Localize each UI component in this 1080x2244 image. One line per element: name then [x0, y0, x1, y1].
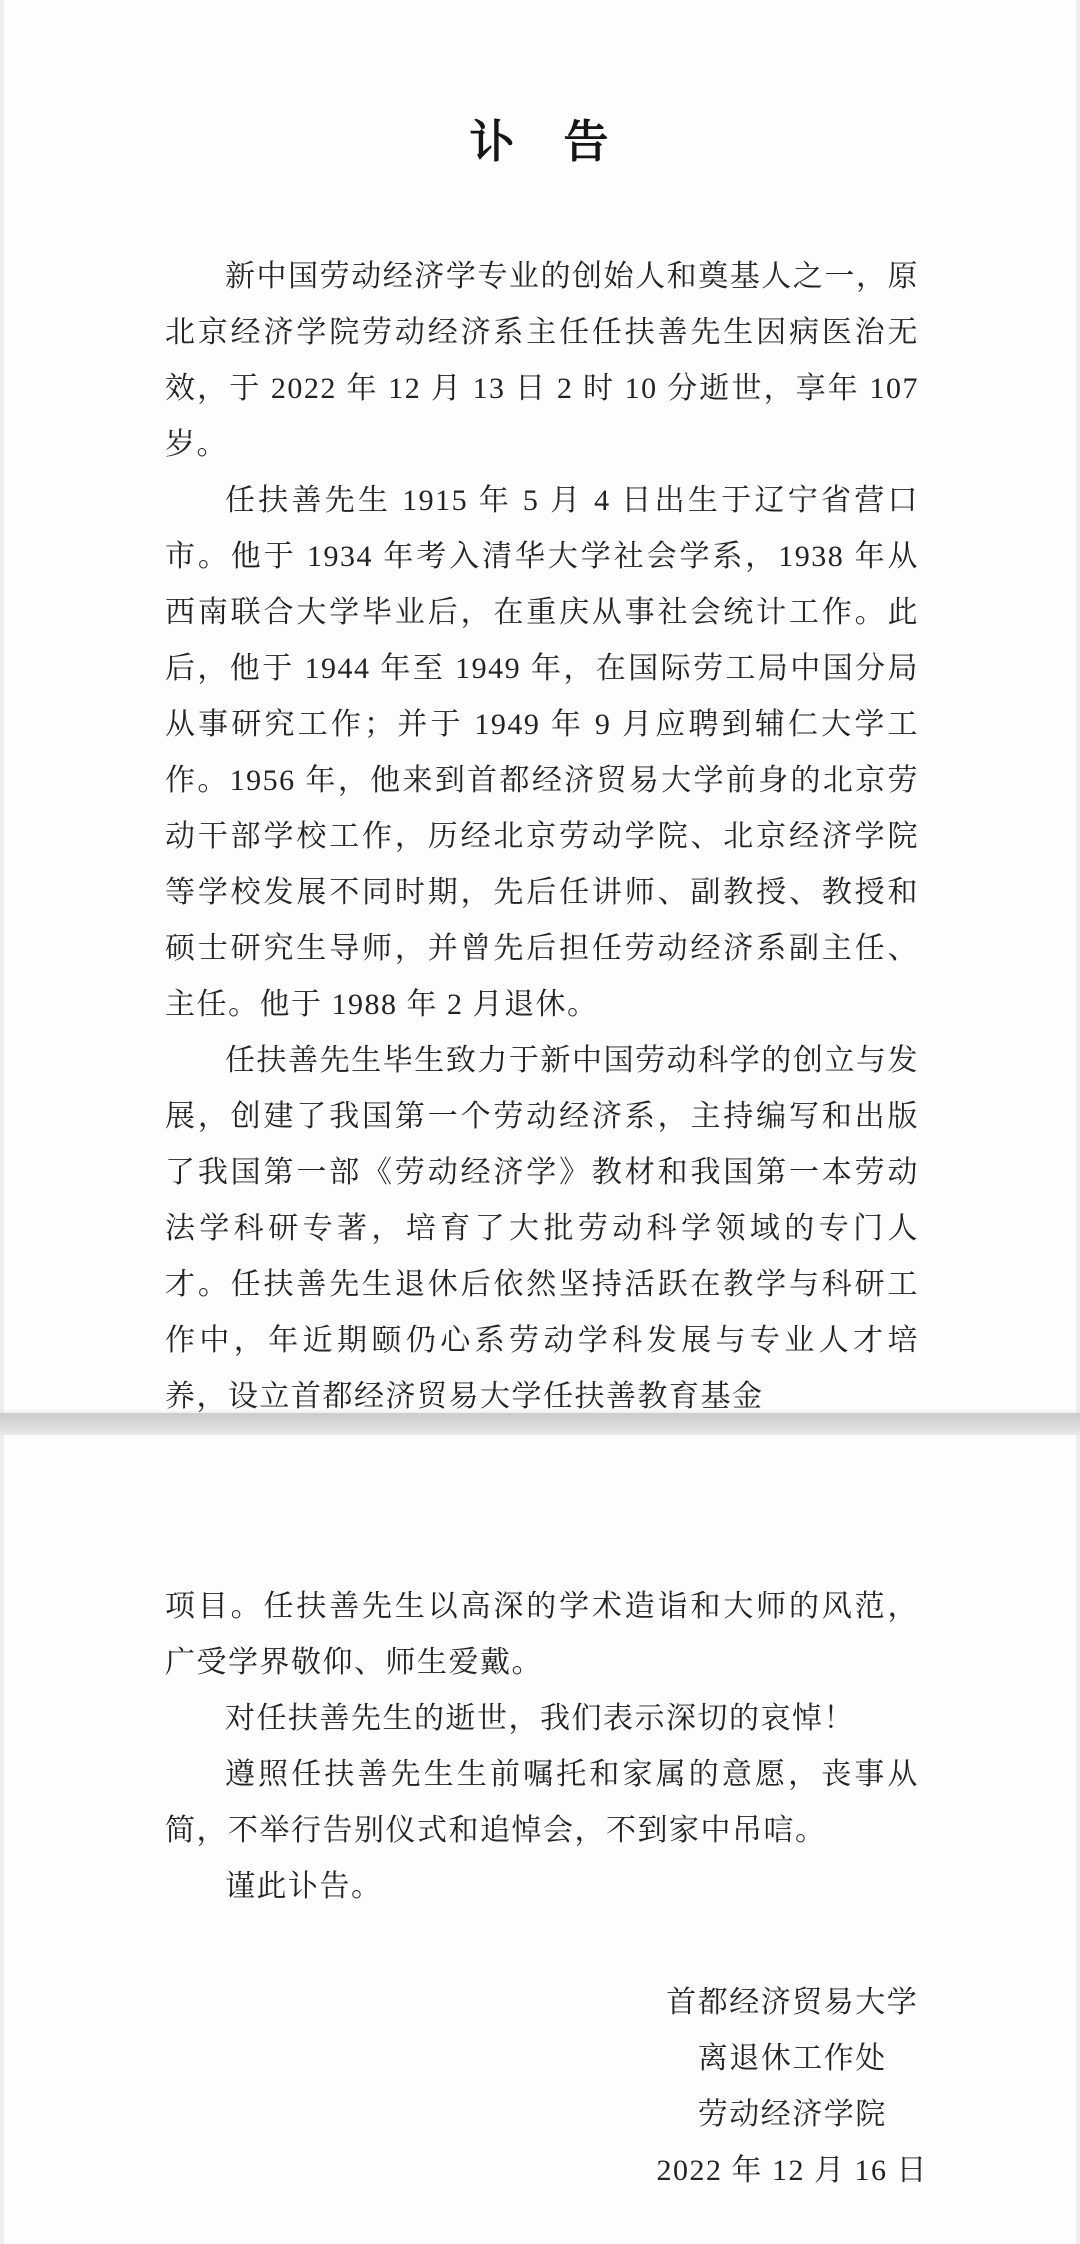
notice-paragraph-6: 谨此讣告。 [225, 1870, 383, 1903]
document-page-2 [4, 1435, 1076, 2244]
notice-paragraph-3: 任扶善先生毕生致力于新中国劳动科学的创立与发展，创建了我国第一个劳动经济系，主持编写和出版了我国第一部《劳动经济学》教材和我国第一本劳动法学科研专著，培育了大批劳动科学领域的专门人才。任扶善先生退休后依然坚持活跃在教学与科研工作中，年近期颐仍心系劳动学科发展与专业人才培养，设立首都经济贸易大学任扶善教育基金 [165, 1044, 919, 1413]
signature-org-university: 首都经济贸易大学 [666, 1986, 919, 2019]
page-gap-divider [0, 1413, 1080, 1435]
signature-org-retirement-office: 离退休工作处 [697, 2042, 887, 2075]
notice-paragraph-5: 遵照任扶善先生生前嘱托和家属的意愿，丧事从简，不举行告别仪式和追悼会，不到家中吊唁。 [165, 1758, 919, 1847]
page1-body [4, 249, 1076, 1425]
notice-title: 讣 告 [469, 117, 611, 167]
signature-block [657, 1975, 929, 2199]
signature-date: 2022 年 12 月 16 日 [656, 2154, 928, 2187]
page2-body [4, 1435, 1076, 1915]
notice-paragraph-3-continued: 项目。任扶善先生以高深的学术造诣和大师的风范，广受学界敬仰、师生爱戴。 [165, 1590, 919, 1679]
signature-org-school: 劳动经济学院 [697, 2098, 887, 2131]
notice-paragraph-4: 对任扶善先生的逝世，我们表示深切的哀悼！ [225, 1702, 855, 1735]
notice-paragraph-2: 任扶善先生 1915 年 5 月 4 日出生于辽宁省营口市。他于 1934 年考入清华大学社会学系，1938 年从西南联合大学毕业后，在重庆从事社会统计工作。此后，他于 1944 年至 1949 年，在国际劳工局中国分局从事研究工作；并于 1949 年 9 月应聘到辅仁大学工作。1956 年，他来到首都经济贸易大学前身的北京劳动干部学校工作，历经北京劳动学院、北京经济学院等学校发展不同时期，先后任讲师、副教授、教授和硕士研究生导师，并曾先后担任劳动经济系副主任、主任。他于 1988 年 2 月退休。 [165, 484, 919, 1021]
document-page-1 [4, 0, 1076, 1413]
notice-paragraph-1: 新中国劳动经济学专业的创始人和奠基人之一，原北京经济学院劳动经济系主任任扶善先生因病医治无效，于 2022 年 12 月 13 日 2 时 10 分逝世，享年 107 岁。 [165, 260, 919, 461]
